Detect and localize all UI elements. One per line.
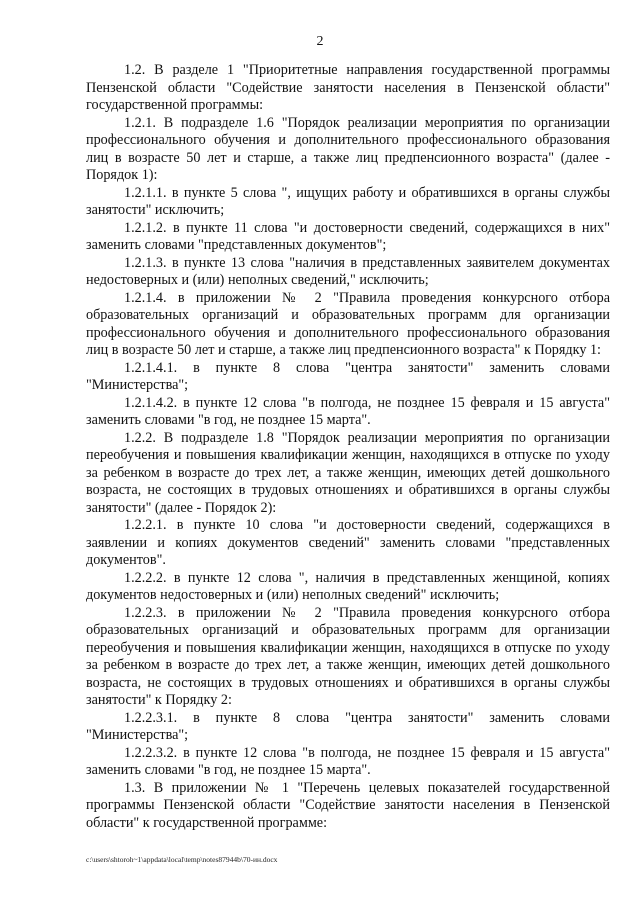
paragraph-1-2-2-1: 1.2.2.1. в пункте 10 слова "и достоверности сведений, содержащихся в заявлении и копиях документов сведений" заменить словами "представленных документов". xyxy=(86,517,610,568)
paragraph-1-2-1-3: 1.2.1.3. в пункте 13 слова "наличия в представленных заявителем документах недостоверных и (или) неполных сведений," исключить; xyxy=(86,254,610,288)
paragraph-1-2-2: 1.2.2. В подразделе 1.8 "Порядок реализации мероприятия по организации переобучения и повышения квалификации женщин, находящихся в отпуске по уходу за ребенком в возрасте до трех лет, а также женщин, имеющих детей дошкольного возраста, не состоящих в трудовых отношениях и обратившихся в органы службы занятости" (далее - Порядок 2): xyxy=(86,429,610,516)
paragraph-1-2-1-4-2: 1.2.1.4.2. в пункте 12 слова "в полгода, не позднее 15 февраля и 15 августа" заменить словами "в год, не позднее 15 марта". xyxy=(86,394,610,428)
paragraph-1-2-1-4: 1.2.1.4. в приложении № 2 "Правила проведения конкурсного отбора образовательных организаций и образовательных программ для организации профессионального обучения и дополнительного профессионального образования лиц в возрасте 50 лет и старше, а также лиц предпенсионного возраста" к Порядку 1: xyxy=(86,289,610,358)
paragraph-1-2: 1.2. В разделе 1 "Приоритетные направления государственной программы Пензенской области "Содействие занятости населения в Пензенской области" государственной программы: xyxy=(86,62,610,113)
paragraph-1-2-1-1: 1.2.1.1. в пункте 5 слова ", ищущих работу и обратившихся в органы службы занятости" исключить; xyxy=(86,184,610,218)
paragraph-1-2-2-3-1: 1.2.2.3.1. в пункте 8 слова "центра занятости" заменить словами "Министерства"; xyxy=(86,709,610,743)
page-number: 2 xyxy=(316,34,324,49)
footer-file-path: c:\users\shtoroh~1\appdata\local\temp\notes87944b\70-ин.docx xyxy=(86,855,278,864)
paragraph-1-2-2-3: 1.2.2.3. в приложении № 2 "Правила проведения конкурсного отбора образовательных организаций и образовательных программ для организации переобучения и повышения квалификации женщин, находящихся в отпуске по уходу за ребенком в возрасте до трех лет, а также женщин, имеющих детей дошкольного возраста, не состоящих в трудовых отношениях и обратившихся в органы службы занятости" к Порядку 2: xyxy=(86,604,610,708)
paragraph-1-2-1: 1.2.1. В подразделе 1.6 "Порядок реализации мероприятия по организации профессионального обучения и дополнительного профессионального образования лиц в возрасте 50 лет и старше, а также лиц предпенсионного возраста" (далее - Порядок 1): xyxy=(86,114,610,183)
document-body xyxy=(86,62,610,832)
paragraph-1-2-2-3-2: 1.2.2.3.2. в пункте 12 слова "в полгода, не позднее 15 февраля и 15 августа" заменить словами "в год, не позднее 15 марта". xyxy=(86,744,610,778)
paragraph-1-2-1-2: 1.2.1.2. в пункте 11 слова "и достоверности сведений, содержащихся в них" заменить словами "представленных документов"; xyxy=(86,219,610,253)
paragraph-1-2-1-4-1: 1.2.1.4.1. в пункте 8 слова "центра занятости" заменить словами "Министерства"; xyxy=(86,359,610,393)
paragraph-1-3: 1.3. В приложении № 1 "Перечень целевых показателей государственной программы Пензенской области "Содействие занятости населения в Пензенской области" к государственной программе: xyxy=(86,779,610,831)
paragraph-1-2-2-2: 1.2.2.2. в пункте 12 слова ", наличия в представленных женщиной, копиях документов недостоверных и (или) неполных сведений" исключить; xyxy=(86,569,610,603)
